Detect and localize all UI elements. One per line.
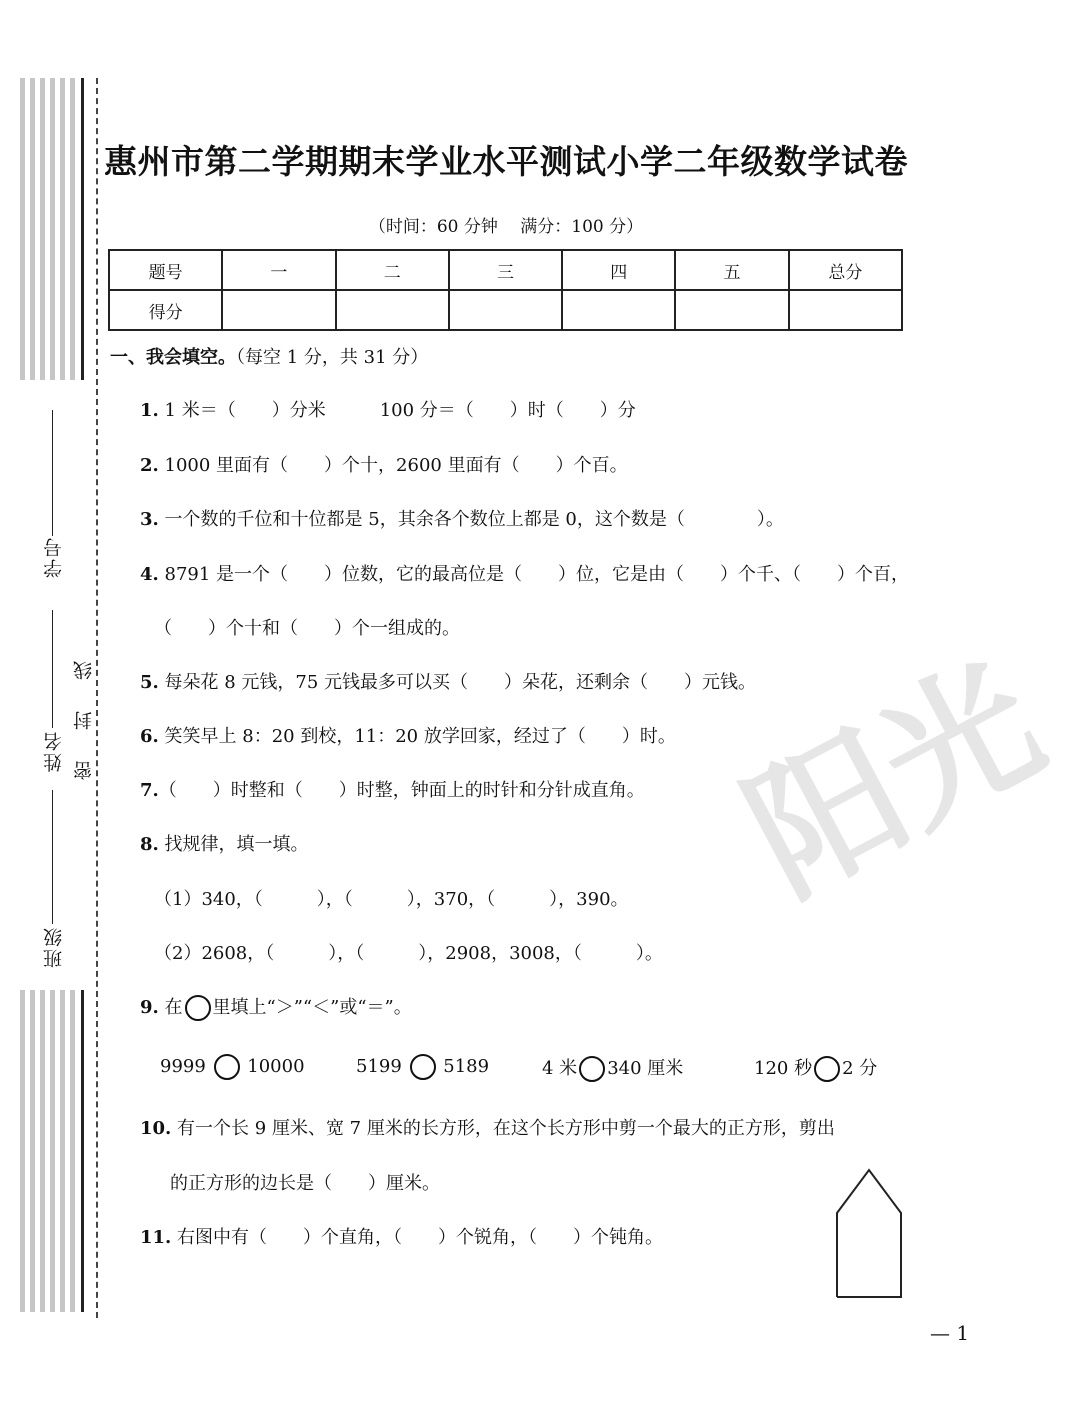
question-10-continued [170,1169,440,1195]
compare-item [542,1054,683,1082]
question-5 [140,668,756,694]
question-7 [140,776,645,802]
question-11 [140,1223,663,1249]
id-blank[interactable] [52,410,53,536]
question-9 [140,993,412,1021]
compare-circle-input[interactable] [814,1056,840,1082]
compare-left: 9999 [160,1056,206,1077]
question-8-part-1 [154,885,629,911]
section-1-heading [110,343,428,369]
question-number: 7. [140,780,159,801]
question-text: 1 米＝（ ）分米 100 分＝（ ）时（ ）分 [158,400,636,421]
score-header-cell: 三 [449,250,562,290]
compare-left: 5199 [356,1056,402,1077]
question-number: 11. [140,1227,172,1248]
score-cell[interactable] [675,290,788,330]
compare-item [754,1054,877,1082]
score-table-header-row [109,250,902,290]
compare-circle-input[interactable] [579,1056,605,1082]
house-shape-figure [830,1165,910,1305]
question-number: 10. [140,1118,172,1139]
question-text: 8791 是一个（ ）位数，它的最高位是（ ）位，它是由（ ）个千、（ ）个百， [158,564,910,585]
score-header-cell: 五 [675,250,788,290]
question-text: 找规律，填一填。 [158,834,309,855]
compare-right: 340 厘米 [607,1058,684,1079]
score-cell[interactable] [789,290,902,330]
section-1-title: 一、我会填空。 [110,347,236,368]
binding-stripes-top [20,78,86,380]
section-1-note: （每空 1 分，共 31 分） [236,347,429,368]
question-number: 8. [140,834,159,855]
page-number: — 1 [930,1321,970,1345]
question-text: 在 [158,997,183,1018]
question-text: 的正方形的边长是（ ）厘米。 [170,1173,440,1194]
compare-right: 5189 [443,1056,490,1077]
question-10 [140,1114,835,1140]
score-header-cell: 题号 [109,250,222,290]
question-4-continued [154,614,460,640]
score-table-score-row [109,290,902,330]
score-cell[interactable] [222,290,335,330]
score-header-cell: 二 [336,250,449,290]
question-3 [140,505,784,531]
compare-circle-input[interactable] [410,1054,436,1080]
question-1 [140,396,636,422]
question-8-part-2 [154,939,663,965]
compare-circle-input[interactable] [214,1054,240,1080]
question-text: 右图中有（ ）个直角，（ ）个锐角，（ ）个钝角。 [171,1227,664,1248]
id-label: 学号 [43,536,65,578]
question-text: 有一个长 9 厘米、宽 7 厘米的长方形，在这个长方形中剪一个最大的正方形，剪出 [171,1118,835,1139]
question-number: 5. [140,672,159,693]
question-number: 9. [140,997,159,1018]
binding-stripes-bottom [20,990,86,1312]
score-header-cell: 四 [562,250,675,290]
compare-circle-icon [185,995,211,1021]
class-blank[interactable] [52,790,53,924]
question-text: （1）340，（ ），（ ），370，（ ），390。 [154,889,629,910]
score-cell[interactable] [562,290,675,330]
score-header-cell: 总分 [789,250,902,290]
question-text: 里填上“＞”“＜”或“＝”。 [212,997,412,1018]
question-number: 4. [140,564,159,585]
question-8 [140,830,309,856]
compare-item [160,1054,305,1080]
question-number: 1. [140,400,159,421]
question-6 [140,722,676,748]
question-number: 3. [140,509,159,530]
watermark: 阳光 [721,633,1068,928]
name-label: 姓名 [43,730,65,772]
question-text: 每朵花 8 元钱，75 元钱最多可以买（ ）朵花，还剩余（ ）元钱。 [158,672,757,693]
compare-right: 2 分 [842,1058,878,1079]
exam-title: 惠州市第二学期期末学业水平测试小学二年级数学试卷 [104,142,908,181]
question-text: （ ）时整和（ ）时整，钟面上的时针和分针成直角。 [158,780,645,801]
name-blank[interactable] [52,610,53,728]
score-table [108,249,903,331]
question-text: 一个数的千位和十位都是 5，其余各个数位上都是 0，这个数是（ ）。 [158,509,784,530]
compare-item [356,1054,489,1080]
question-text: （2）2608，（ ），（ ），2908，3008，（ ）。 [154,943,663,964]
compare-left: 120 秒 [754,1058,813,1079]
score-header-cell: 一 [222,250,335,290]
class-label: 班级 [43,926,65,968]
question-text: （ ）个十和（ ）个一组成的。 [154,618,460,639]
score-row-label: 得分 [109,290,222,330]
question-2 [140,451,628,477]
compare-right: 10000 [247,1056,305,1077]
compare-left: 4 米 [542,1058,578,1079]
question-4 [140,560,909,586]
exam-subtitle: （时间：60 分钟 满分：100 分） [368,217,644,237]
question-number: 6. [140,726,159,747]
question-number: 2. [140,455,159,476]
score-cell[interactable] [449,290,562,330]
question-text: 笑笑早上 8：20 到校，11：20 放学回家，经过了（ ）时。 [158,726,676,747]
seal-line-text: 密 封 线 [73,655,95,780]
question-text: 1000 里面有（ ）个十，2600 里面有（ ）个百。 [158,455,628,476]
score-cell[interactable] [336,290,449,330]
